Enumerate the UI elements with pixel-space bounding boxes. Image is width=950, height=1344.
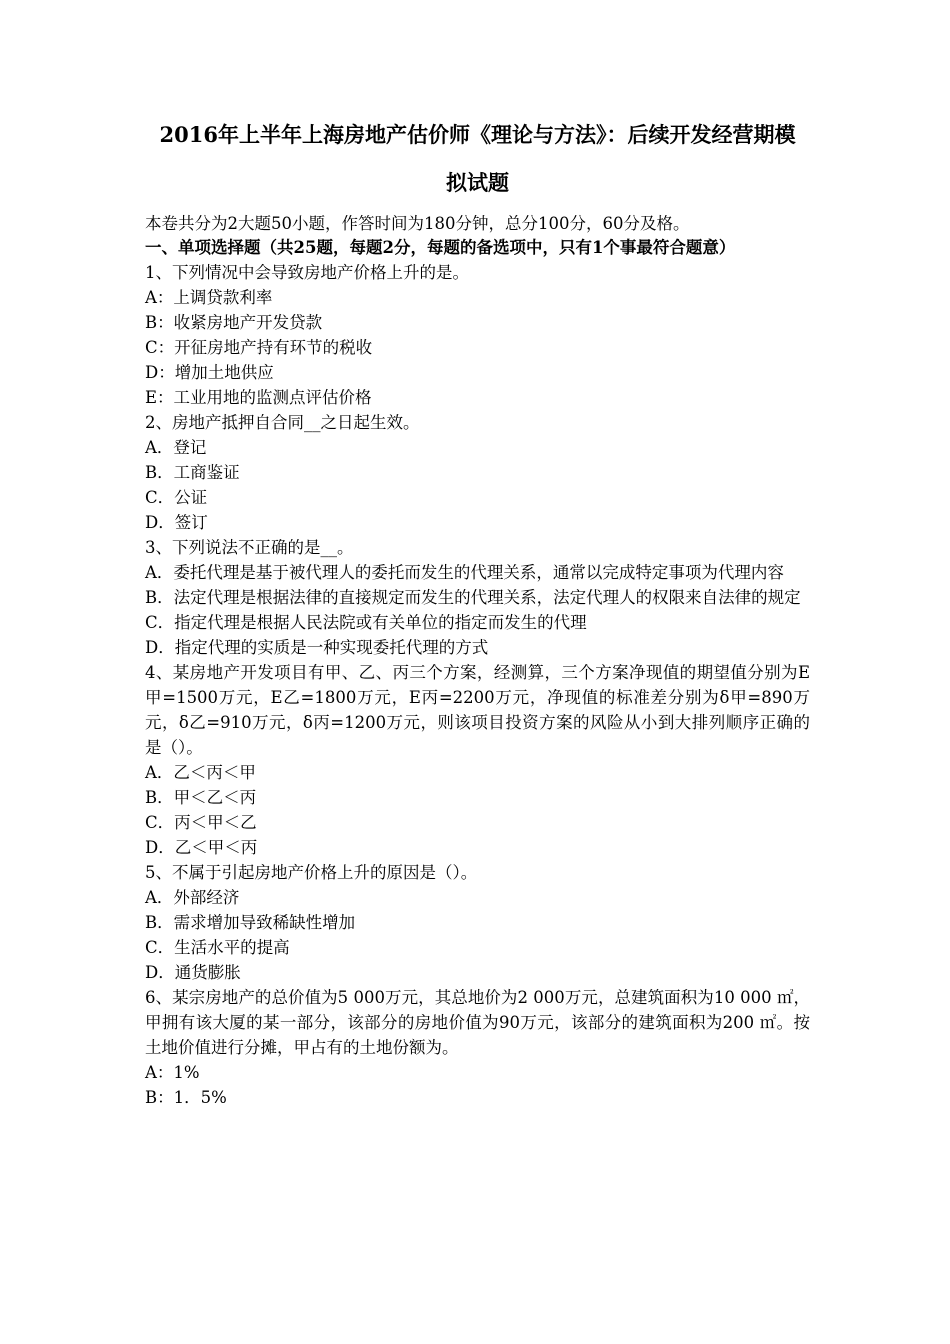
option-d: D：增加土地供应 xyxy=(145,363,274,382)
option-b: B：1．5% xyxy=(145,1088,227,1107)
question-stem: 5、不属于引起房地产价格上升的原因是（）。 xyxy=(145,863,478,882)
exam-intro: 本卷共分为2大题50小题，作答时间为180分钟，总分100分，60分及格。 xyxy=(145,214,690,233)
option-d: D．签订 xyxy=(145,513,208,532)
option-c: C．生活水平的提高 xyxy=(145,938,290,957)
option-b: B．甲＜乙＜丙 xyxy=(145,788,257,807)
option-c: C．丙＜甲＜乙 xyxy=(145,813,257,832)
option-c: C．公证 xyxy=(145,488,208,507)
option-a: A．委托代理是基于被代理人的委托而发生的代理关系，通常以完成特定事项为代理内容 xyxy=(145,563,784,582)
option-b: B．工商鉴证 xyxy=(145,463,240,482)
question-stem: 4、某房地产开发项目有甲、乙、丙三个方案，经测算，三个方案净现值的期望值分别为E甲=1500万元，E乙=1800万元，E丙=2200万元，净现值的标准差分别为δ甲=890万元，δ乙=910万元，δ丙=1200万元，则该项目投资方案的风险从小到大排列顺序正确的是（）。 xyxy=(145,663,810,757)
option-b: B．法定代理是根据法律的直接规定而发生的代理关系，法定代理人的权限来自法律的规定 xyxy=(145,588,801,607)
document-title xyxy=(145,120,810,198)
title-line-1: 2016年上半年上海房地产估价师《理论与方法》：后续开发经营期模 xyxy=(159,122,796,147)
question-5 xyxy=(145,860,810,985)
question-4 xyxy=(145,660,810,860)
option-b: B．需求增加导致稀缺性增加 xyxy=(145,913,356,932)
option-a: A．外部经济 xyxy=(145,888,240,907)
document-page xyxy=(145,120,810,1110)
option-d: D．通货膨胀 xyxy=(145,963,241,982)
question-6 xyxy=(145,985,810,1110)
option-a: A．乙＜丙＜甲 xyxy=(145,763,256,782)
option-e: E：工业用地的监测点评估价格 xyxy=(145,388,372,407)
question-stem: 3、下列说法不正确的是__。 xyxy=(145,538,354,557)
question-stem: 1、下列情况中会导致房地产价格上升的是。 xyxy=(145,263,469,282)
question-3 xyxy=(145,535,810,660)
question-1 xyxy=(145,260,810,410)
section-heading-single-choice: 一、单项选择题（共25题，每题2分，每题的备选项中，只有1个事最符合题意） xyxy=(145,238,736,257)
option-a: A：1% xyxy=(145,1063,200,1082)
option-d: D．乙＜甲＜丙 xyxy=(145,838,258,857)
question-stem: 6、某宗房地产的总价值为5 000万元，其总地价为2 000万元，总建筑面积为10 000 ㎡，甲拥有该大厦的某一部分，该部分的房地价值为90万元，该部分的建筑面积为200 ㎡。按土地价值进行分摊，甲占有的土地份额为。 xyxy=(145,988,810,1057)
option-c: C．指定代理是根据人民法院或有关单位的指定而发生的代理 xyxy=(145,613,587,632)
option-b: B：收紧房地产开发贷款 xyxy=(145,313,323,332)
option-d: D．指定代理的实质是一种实现委托代理的方式 xyxy=(145,638,489,657)
question-stem: 2、房地产抵押自合同__之日起生效。 xyxy=(145,413,420,432)
title-line-2: 拟试题 xyxy=(446,170,509,195)
question-2 xyxy=(145,410,810,535)
option-a: A：上调贷款利率 xyxy=(145,288,273,307)
option-c: C：开征房地产持有环节的税收 xyxy=(145,338,373,357)
option-a: A．登记 xyxy=(145,438,207,457)
